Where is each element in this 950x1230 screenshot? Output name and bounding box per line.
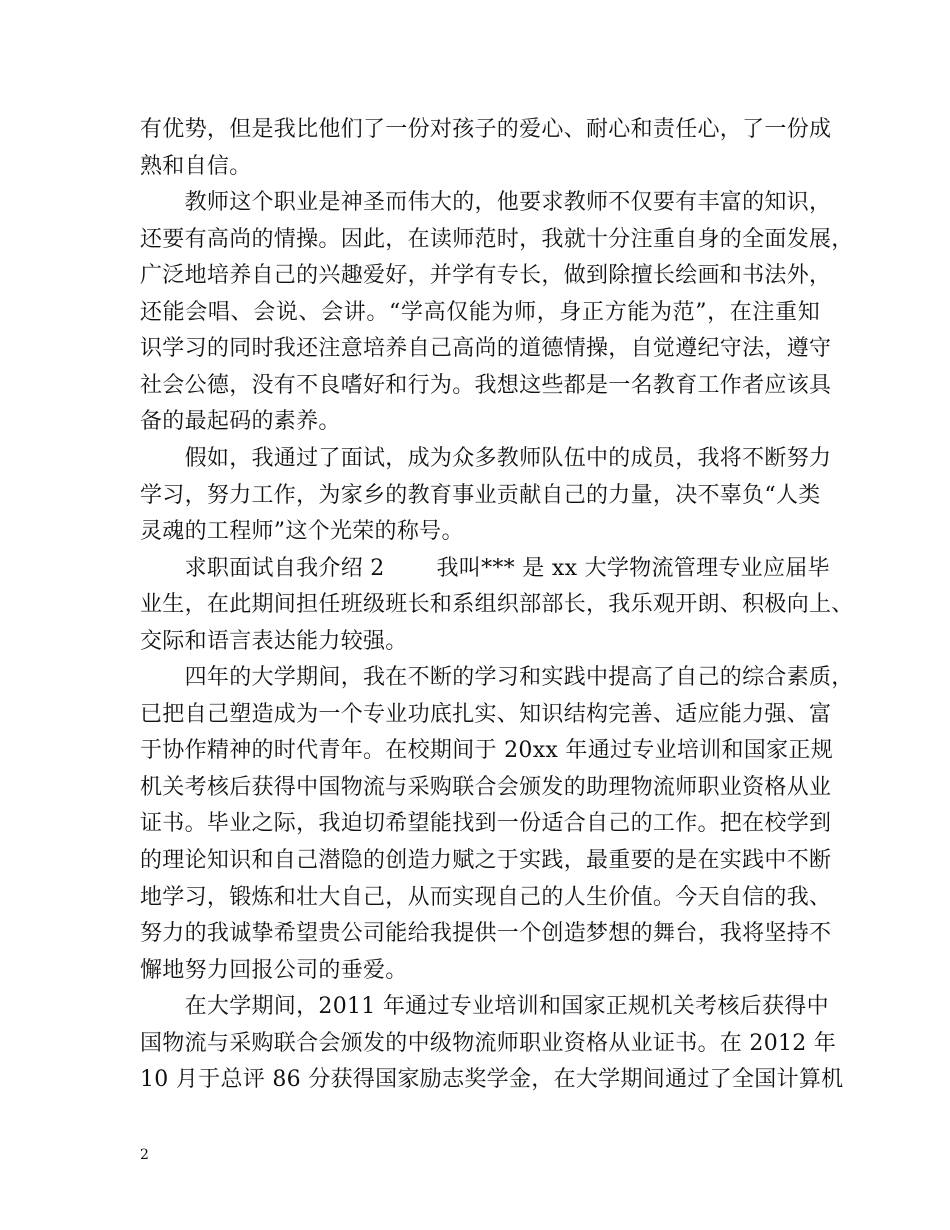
text-line: 备的最起码的素养。 [140, 409, 341, 435]
text-line: 教师这个职业是神圣而伟大的，他要求教师不仅要有丰富的知识， [140, 190, 832, 216]
text-line: 四年的大学期间，我在不断的学习和实践中提高了自己的综合素质， [140, 665, 854, 691]
text-line: 交际和语言表达能力较强。 [140, 628, 408, 654]
text-line: 业生，在此期间担任班级班长和系组织部部长，我乐观开朗、积极向上、 [140, 592, 854, 618]
text-line: 的理论知识和自己潜隐的创造力赋之于实践，最重要的是在实践中不断 [140, 848, 832, 873]
text-line: 学习，努力工作，为家乡的教育事业贡献自己的力量，决不辜负“人类 [140, 482, 821, 508]
text-line: 在大学期间，2011 年通过专业培训和国家正规机关考核后获得中 [140, 994, 829, 1020]
text-line: 机关考核后获得中国物流与采购联合会颁发的助理物流师职业资格从业 [140, 774, 832, 800]
text-line: 广泛地培养自己的兴趣爱好，并学有专长，做到除擅长绘画和书法外， [140, 263, 832, 289]
text-line: 10 月于总评 86 分获得国家励志奖学金，在大学期间通过了全国计算机 [140, 1067, 844, 1093]
text-line: 社会公德，没有不良嗜好和行为。我想这些都是一名教育工作者应该具 [140, 372, 832, 398]
text-line: 懈地努力回报公司的垂爱。 [140, 957, 408, 983]
text-line: 还要有高尚的情操。因此，在读师范时，我就十分注重自身的全面发展， [140, 226, 854, 252]
text-line: 熟和自信。 [140, 153, 252, 179]
page-number: 2 [140, 1147, 149, 1163]
text-line: 已把自己塑造成为一个专业功底扎实、知识结构完善、适应能力强、富 [140, 701, 832, 727]
text-line: 灵魂的工程师”这个光荣的称号。 [140, 519, 464, 545]
text-line: 地学习，锻炼和壮大自己，从而实现自己的人生价值。今天自信的我、 [140, 884, 832, 910]
text-line: 于协作精神的时代青年。在校期间于 20xx 年通过专业培训和国家正规 [140, 738, 833, 764]
text-line: 国物流与采购联合会颁发的中级物流师职业资格从业证书。在 2012 年 [140, 1030, 837, 1056]
text-line: 还能会唱、会说、会讲。“学高仅能为师，身正方能为范”，在注重知 [140, 299, 820, 325]
text-line: 求职面试自我介绍 2 我叫*** 是 xx 大学物流管理专业应届毕 [140, 555, 830, 581]
text-line: 识学习的同时我还注意培养自己高尚的道德情操，自觉遵纪守法，遵守 [140, 336, 832, 362]
text-line: 努力的我诚挚希望贵公司能给我提供一个创造梦想的舞台，我将坚持不 [140, 921, 832, 947]
text-line: 有优势，但是我比他们了一份对孩子的爱心、耐心和责任心，了一份成 [140, 117, 832, 142]
text-line: 证书。毕业之际，我迫切希望能找到一份适合自己的工作。把在校学到 [140, 811, 832, 837]
text-line: 假如，我通过了面试，成为众多教师队伍中的成员，我将不断努力 [140, 445, 832, 471]
